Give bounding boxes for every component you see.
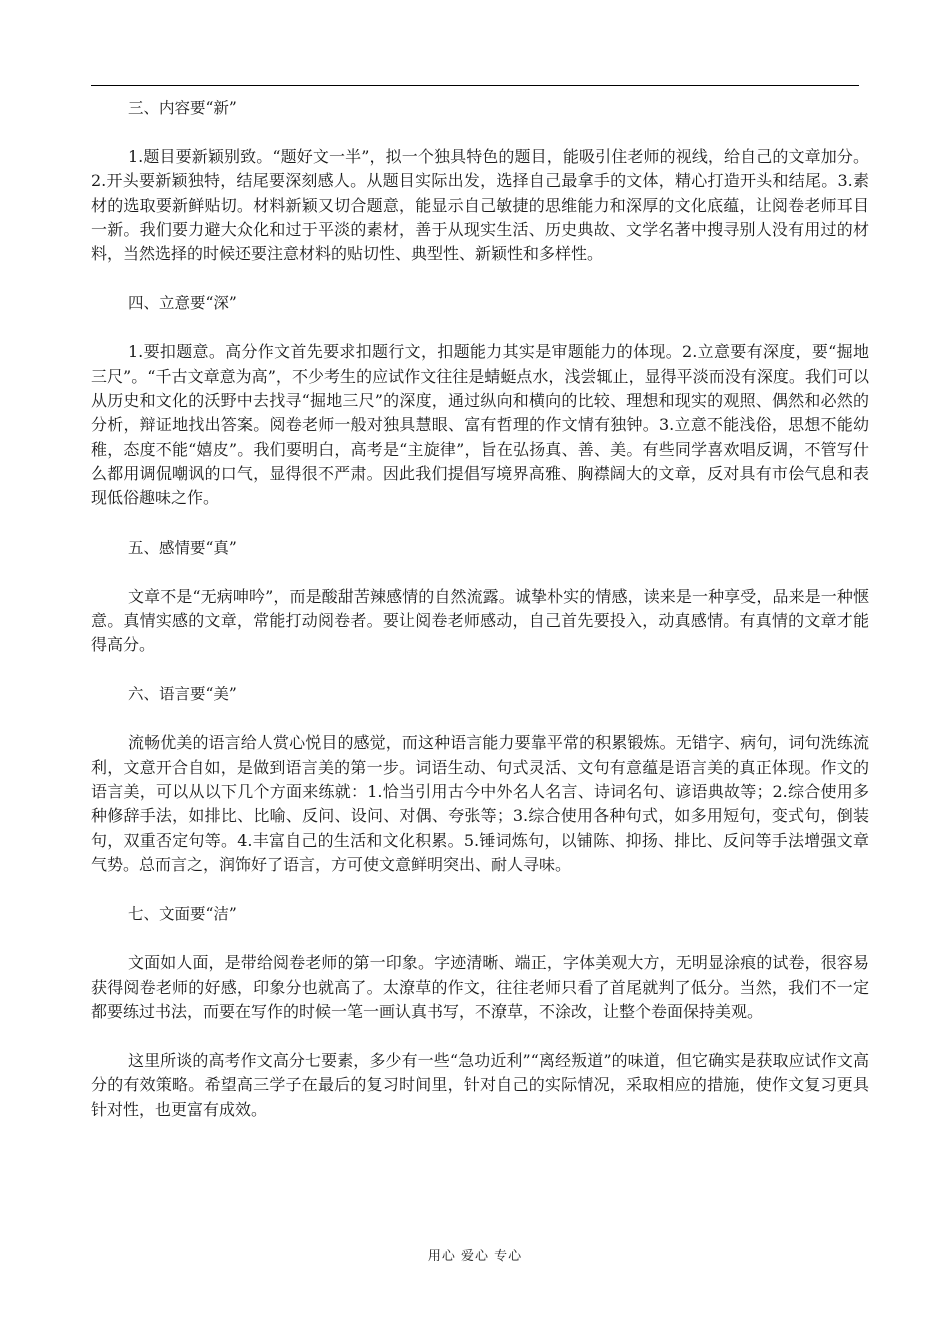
section-paragraph-language: 流畅优美的语言给人赏心悦目的感觉，而这种语言能力要靠平常的积累锻炼。无错字、病句，词句洗练流利，文意开合自如，是做到语言美的第一步。词语生动、句式灵活、文句有意蕴是语言美的真正体现。作文的语言美，可以从以下几个方面来练就：1.恰当引用古今中外名人名言、诗词名句、谚语典故等；2.综合使用多种修辞手法，如排比、比喻、反问、设问、对偶、夸张等；3.综合使用各种句式，如多用短句，变式句，倒装句，双重否定句等。4.丰富自己的生活和文化积累。5.锤词炼句，以铺陈、抑扬、排比、反问等手法增强文章气势。总而言之，润饰好了语言，方可使文意鲜明突出、耐人寻味。: [91, 733, 869, 874]
document-body: [91, 96, 869, 1122]
conclusion-paragraph: 这里所谈的高考作文高分七要素，多少有一些“急功近利”“离经叛道”的味道，但它确实是获取应试作文高分的有效策略。希望高三学子在最后的复习时间里，针对自己的实际情况，采取相应的措施，使作文复习更具针对性，也更富有成效。: [91, 1051, 869, 1119]
header-rule: [91, 85, 859, 86]
section-paragraph-intent: 1.要扣题意。高分作文首先要求扣题行文，扣题能力其实是审题能力的体现。2.立意要有深度，要“掘地三尺”。“千古文章意为高”，不少考生的应试作文往往是蜻蜓点水，浅尝辄止，显得平淡而没有深度。我们可以从历史和文化的沃野中去找寻“掘地三尺”的深度，通过纵向和横向的比较、理想和现实的观照、偶然和必然的分析，辩证地找出答案。阅卷老师一般对独具慧眼、富有哲理的作文情有独钟。3.立意不能浅俗，思想不能幼稚，态度不能“嬉皮”。我们要明白，高考是“主旋律”，旨在弘扬真、善、美。有些同学喜欢唱反调，不管写什么都用调侃嘲讽的口气，显得很不严肃。因此我们提倡写境界高雅、胸襟阔大的文章，反对具有市侩气息和表现低俗趣味之作。: [91, 342, 869, 508]
section-heading-neatness: 七、文面要“洁”: [128, 905, 237, 924]
section-paragraph-emotion: 文章不是“无病呻吟”，而是酸甜苦辣感情的自然流露。诚挚朴实的情感，读来是一种享受，品来是一种惬意。真情实感的文章，常能打动阅卷者。要让阅卷老师感动，自己首先要投入，动真感情。有真情的文章才能得高分。: [91, 586, 869, 655]
section-heading-language: 六、语言要“美”: [128, 685, 237, 704]
section-paragraph-neatness: 文面如人面，是带给阅卷老师的第一印象。字迹清晰、端正，字体美观大方，无明显涂痕的试卷，很容易获得阅卷老师的好感，印象分也就高了。太潦草的作文，往往老师只看了首尾就判了低分。当然，我们不一定都要练过书法，而要在写作的时候一笔一画认真书写，不潦草，不涂改，让整个卷面保持美观。: [91, 953, 869, 1021]
section-heading-intent: 四、立意要“深”: [128, 294, 237, 313]
section-paragraph-content: 1.题目要新颖别致。“题好文一半”，拟一个独具特色的题目，能吸引住老师的视线，给自己的文章加分。2.开头要新颖独特，结尾要深刻感人。从题目实际出发，选择自己最拿手的文体，精心打造开头和结尾。3.素材的选取要新鲜贴切。材料新颖又切合题意，能显示自己敏捷的思维能力和深厚的文化底蕴，让阅卷老师耳目一新。我们要力避大众化和过于平淡的素材，善于从现实生活、历史典故、文学名著中搜寻别人没有用过的材料，当然选择的时候还要注意材料的贴切性、典型性、新颖性和多样性。: [91, 147, 869, 264]
page-footer: 用心 爱心 专心: [427, 1249, 523, 1264]
section-heading-emotion: 五、感情要“真”: [128, 538, 237, 557]
section-heading-content: 三、内容要“新”: [128, 99, 237, 117]
